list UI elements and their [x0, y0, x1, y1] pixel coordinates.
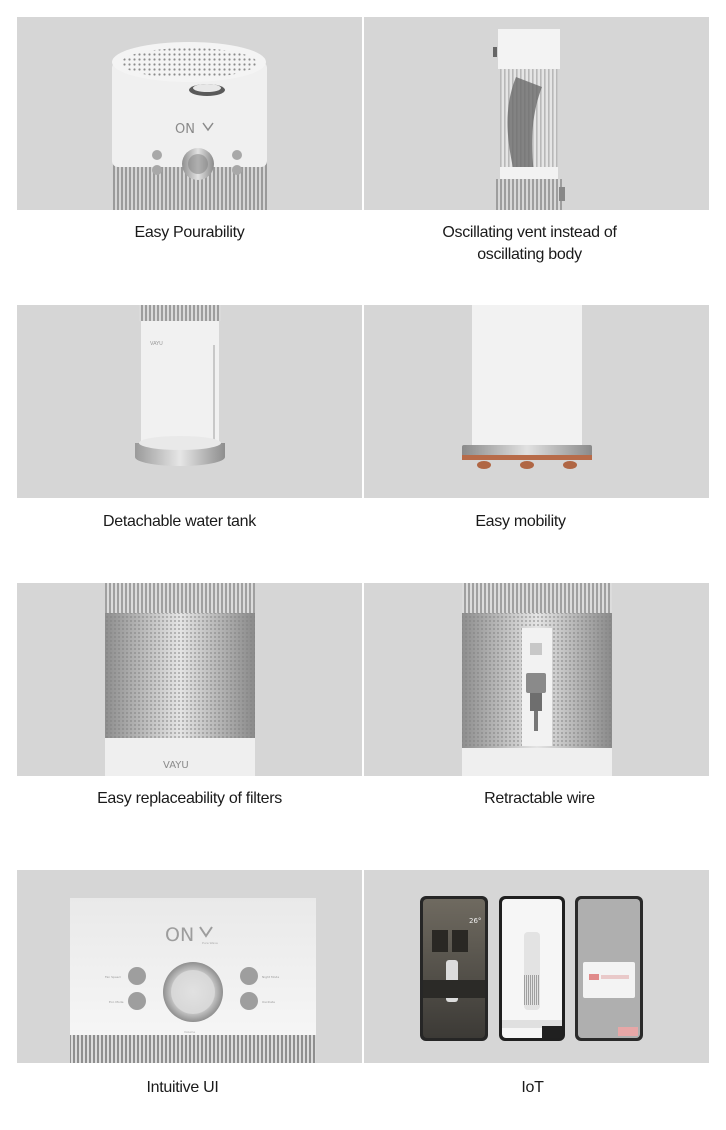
- feature-caption: Easy mobility: [475, 513, 566, 530]
- feature-image-intuitive-ui: [17, 870, 362, 1063]
- svg-text:Fan Speed: Fan Speed: [105, 975, 121, 979]
- svg-text:Pure Wave: Pure Wave: [202, 941, 218, 945]
- feature-image-easy-pourability: [17, 17, 362, 210]
- feature-caption: IoT: [521, 1079, 544, 1096]
- svg-text:Eco Mode: Eco Mode: [109, 1000, 124, 1004]
- feature-image-detachable-tank: [17, 305, 362, 498]
- display-on-text: ON: [165, 924, 195, 946]
- feature-image-replaceable-filters: [17, 583, 362, 776]
- feature-image-iot: [364, 870, 709, 1063]
- display-on-text: ON: [175, 122, 195, 137]
- feature-image-oscillating-vent: [364, 17, 709, 210]
- feature-image-easy-mobility: [364, 305, 709, 498]
- feature-caption: Retractable wire: [484, 790, 595, 807]
- feature-caption: Intuitive UI: [146, 1079, 219, 1096]
- svg-text:Oscillate: Oscillate: [262, 1000, 275, 1004]
- phone-screen-alert: [575, 896, 643, 1041]
- feature-image-retractable-wire: [364, 583, 709, 776]
- svg-text:Volume: Volume: [184, 1030, 196, 1034]
- svg-text:VAYU: VAYU: [150, 341, 163, 347]
- feature-caption: Detachable water tank: [103, 513, 256, 530]
- brand-text: VAYU: [163, 760, 189, 771]
- feature-caption: Oscillating vent instead of oscillating body: [442, 224, 617, 263]
- svg-text:Night Mode: Night Mode: [262, 975, 280, 979]
- app-temperature: 26°: [469, 917, 482, 925]
- phone-screen-device: [499, 896, 565, 1041]
- feature-caption: Easy Pourability: [134, 224, 245, 241]
- feature-caption: Easy replaceability of filters: [97, 790, 282, 807]
- phone-screen-home: [420, 896, 488, 1041]
